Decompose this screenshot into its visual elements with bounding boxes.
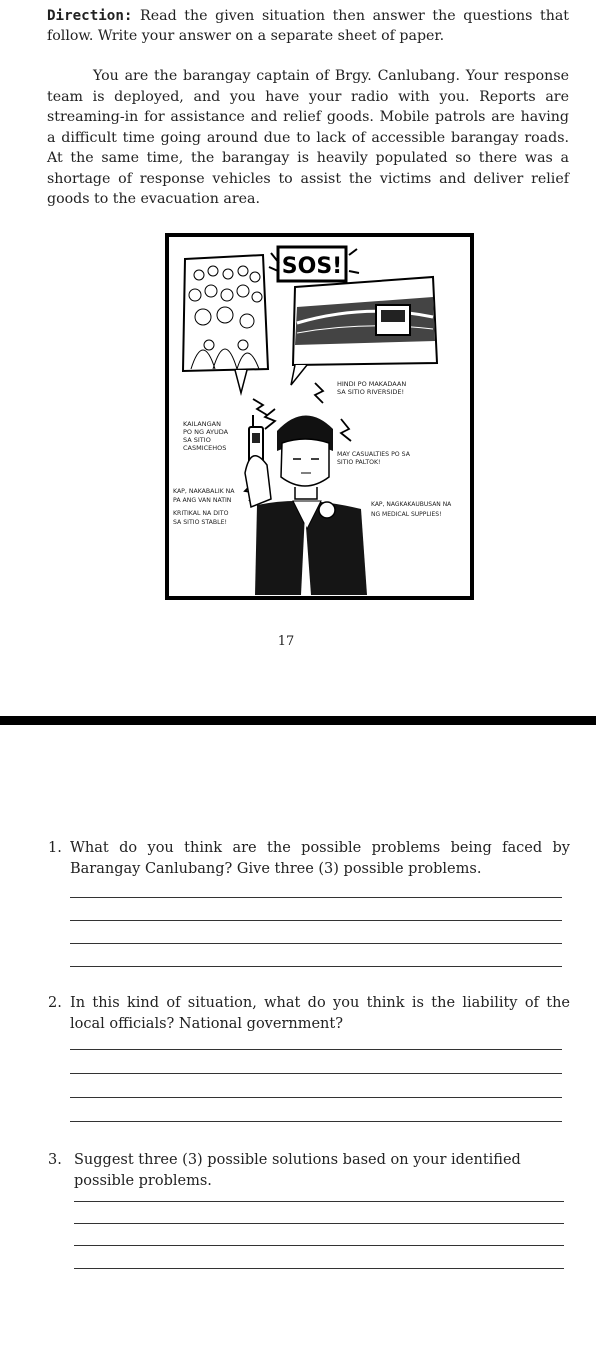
svg-text:NG MEDICAL SUPPLIES!: NG MEDICAL SUPPLIES! (371, 511, 442, 518)
svg-text:HINDI PO MAKADAAN: HINDI PO MAKADAAN (337, 380, 407, 388)
answer-line[interactable] (70, 1073, 562, 1074)
question-2-text: In this kind of situation, what do you think is the liability of the local officials? National government? (70, 995, 570, 1032)
caption-road (337, 380, 406, 396)
direction-text: Read the given situation then answer the questions that follow. Write your answer on a separate sheet of paper. (47, 8, 569, 44)
svg-text:KAILANGAN: KAILANGAN (183, 420, 221, 428)
svg-text:SA SITIO: SA SITIO (183, 436, 211, 444)
answer-line[interactable] (70, 920, 562, 921)
sos-balloon (269, 247, 359, 281)
answer-line[interactable] (74, 1268, 564, 1269)
page-18 (0, 725, 596, 1361)
question-3 (48, 1150, 528, 1194)
answer-line[interactable] (70, 1049, 562, 1050)
page-number: 17 (277, 634, 295, 649)
direction-label: Direction: (47, 8, 133, 24)
answer-line[interactable] (70, 966, 562, 967)
svg-text:CASMICEHOS: CASMICEHOS (183, 444, 227, 452)
answer-line[interactable] (74, 1223, 564, 1224)
svg-text:PA ANG VAN NATIN: PA ANG VAN NATIN (173, 497, 232, 504)
question-1-number: 1. (48, 840, 62, 856)
situation-paragraph: You are the barangay captain of Brgy. Canlubang. Your response team is deployed, and you have your radio with you. Reports are streaming-in for assistance and relief goods. Mobile patrols are having a difficult time going around due to lack of accessible barangay roads. At the same time, the barangay is heavily populated so there was a shortage of response vehicles to assist the victims and deliver relief goods to the evacuation area. (47, 68, 569, 207)
page-divider (0, 716, 596, 725)
direction-paragraph (47, 6, 569, 46)
svg-text:SITIO PALTOK!: SITIO PALTOK! (337, 459, 381, 466)
svg-text:SA SITIO RIVERSIDE!: SA SITIO RIVERSIDE! (337, 388, 405, 396)
question-1 (48, 838, 570, 882)
answer-line[interactable] (70, 1097, 562, 1098)
sos-text: SOS! (281, 254, 343, 279)
question-3-text: Suggest three (3) possible solutions based on your identified possible problems. (74, 1152, 521, 1189)
question-2 (48, 993, 570, 1037)
question-3-number: 3. (48, 1152, 62, 1168)
comic-illustration (165, 233, 474, 600)
svg-text:KAP, NAKABALIK NA: KAP, NAKABALIK NA (173, 488, 235, 495)
svg-text:KAP, NAGKAKAUBUSAN NA: KAP, NAGKAKAUBUSAN NA (371, 501, 452, 508)
svg-text:PO NG AYUDA: PO NG AYUDA (183, 428, 229, 436)
answer-line[interactable] (74, 1201, 564, 1202)
answer-line[interactable] (70, 897, 562, 898)
svg-text:MAY CASUALTIES PO SA: MAY CASUALTIES PO SA (337, 451, 410, 458)
question-1-text: What do you think are the possible problems being faced by Barangay Canlubang? Give three (3) possible problems. (70, 840, 570, 877)
question-2-number: 2. (48, 995, 62, 1011)
svg-text:KRITIKAL NA DITO: KRITIKAL NA DITO (173, 510, 229, 517)
answer-line[interactable] (74, 1245, 564, 1246)
answer-line[interactable] (70, 1121, 562, 1122)
answer-line[interactable] (70, 943, 562, 944)
svg-text:SA SITIO STABLE!: SA SITIO STABLE! (173, 519, 227, 526)
